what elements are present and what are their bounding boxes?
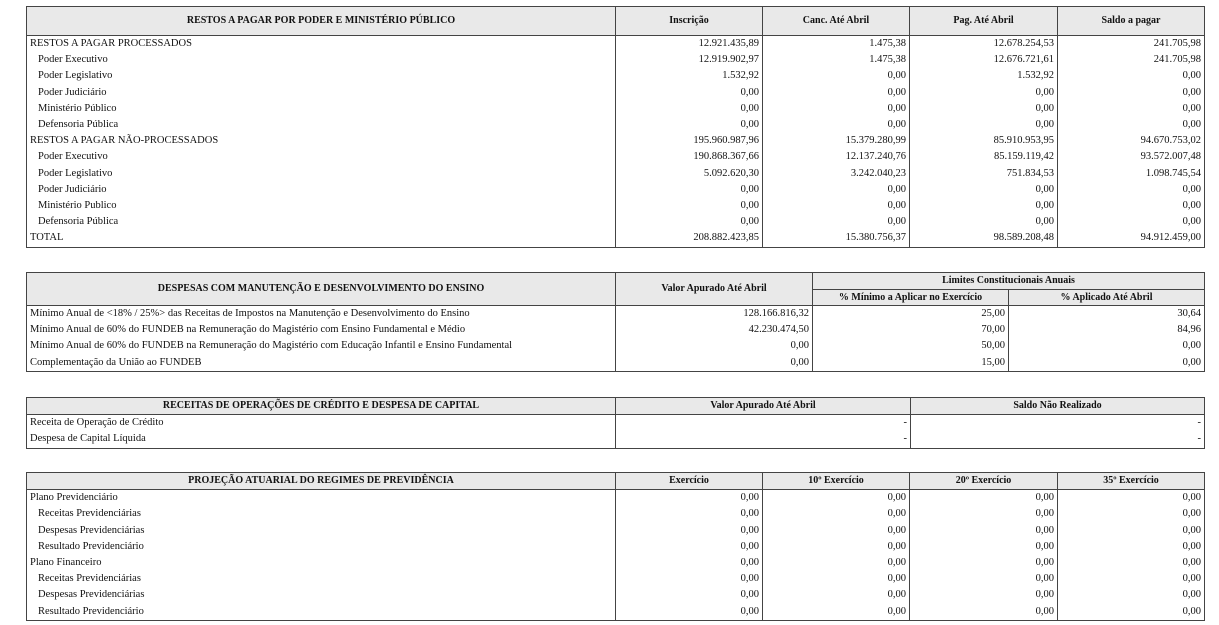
cell-value: 93.572.007,48 — [1058, 149, 1205, 165]
cell-value: 0,00 — [616, 101, 763, 117]
cell-value: 12.921.435,89 — [616, 36, 763, 53]
cell-value: 0,00 — [910, 182, 1058, 198]
credito-body — [27, 415, 1205, 448]
cell-value: 12.678.254,53 — [910, 36, 1058, 53]
cell-value: 0,00 — [616, 506, 763, 522]
cell-value: - — [911, 431, 1205, 448]
cell-value: 30,64 — [1009, 306, 1205, 323]
row-label: Poder Legislativo — [27, 68, 616, 84]
cell-value: 0,00 — [616, 604, 763, 621]
row-label: Resultado Previdenciário — [27, 539, 616, 555]
cell-value: 1.532,92 — [910, 68, 1058, 84]
cell-value: 0,00 — [910, 506, 1058, 522]
credito-header-row — [27, 398, 1205, 415]
cell-value: 0,00 — [1058, 604, 1205, 621]
previdencia-header-title: PROJEÇÃO ATUARIAL DO REGIMES DE PREVIDÊNCIA — [27, 473, 616, 490]
table-row — [27, 431, 1205, 448]
table-row — [27, 85, 1205, 101]
row-label: Despesas Previdenciárias — [27, 523, 616, 539]
row-label: Poder Executivo — [27, 149, 616, 165]
restos-header-pag: Pag. Até Abril — [910, 7, 1058, 36]
cell-value: 241.705,98 — [1058, 36, 1205, 53]
cell-value: 0,00 — [763, 539, 910, 555]
table-row — [27, 68, 1205, 84]
restos-header-title: RESTOS A PAGAR POR PODER E MINISTÉRIO PÚBLICO — [27, 7, 616, 36]
table-row — [27, 166, 1205, 182]
row-label: Complementação da União ao FUNDEB — [27, 355, 616, 372]
cell-value: 0,00 — [616, 214, 763, 230]
cell-value: 0,00 — [763, 182, 910, 198]
cell-value: 0,00 — [763, 101, 910, 117]
cell-value: 0,00 — [1058, 490, 1205, 507]
cell-value: 0,00 — [616, 198, 763, 214]
cell-value: 15,00 — [813, 355, 1009, 372]
table-row — [27, 133, 1205, 149]
cell-value: 195.960.987,96 — [616, 133, 763, 149]
row-label: Receita de Operação de Crédito — [27, 415, 616, 432]
ensino-header-aplicado: % Aplicado Até Abril — [1009, 289, 1205, 306]
cell-value: 0,00 — [763, 604, 910, 621]
cell-value: 1.532,92 — [616, 68, 763, 84]
cell-value: 1.475,38 — [763, 36, 910, 53]
cell-value: 0,00 — [1058, 571, 1205, 587]
cell-value: 128.166.816,32 — [616, 306, 813, 323]
cell-value: 0,00 — [763, 571, 910, 587]
credito-header-title: RECEITAS DE OPERAÇÕES DE CRÉDITO E DESPESA DE CAPITAL — [27, 398, 616, 415]
cell-value: - — [616, 431, 911, 448]
cell-value: 751.834,53 — [910, 166, 1058, 182]
restos-header-row — [27, 7, 1205, 36]
cell-value: 0,00 — [1058, 68, 1205, 84]
cell-value: 241.705,98 — [1058, 52, 1205, 68]
ensino-table — [26, 272, 1205, 372]
cell-value: 12.676.721,61 — [910, 52, 1058, 68]
table-row — [27, 198, 1205, 214]
cell-value: 1.098.745,54 — [1058, 166, 1205, 182]
cell-value: 85.159.119,42 — [910, 149, 1058, 165]
cell-value: 0,00 — [616, 539, 763, 555]
cell-value: 0,00 — [616, 85, 763, 101]
cell-value: 0,00 — [1009, 338, 1205, 354]
cell-value: 0,00 — [1058, 214, 1205, 230]
cell-value: 0,00 — [910, 571, 1058, 587]
table-row — [27, 182, 1205, 198]
cell-value: 70,00 — [813, 322, 1009, 338]
row-label: TOTAL — [27, 230, 616, 247]
table-row — [27, 506, 1205, 522]
cell-value: 0,00 — [763, 555, 910, 571]
cell-value: 0,00 — [1058, 555, 1205, 571]
cell-value: 12.919.902,97 — [616, 52, 763, 68]
cell-value: 1.475,38 — [763, 52, 910, 68]
table-row — [27, 604, 1205, 621]
cell-value: - — [616, 415, 911, 432]
table-row — [27, 415, 1205, 432]
cell-value: 0,00 — [910, 214, 1058, 230]
row-label: Resultado Previdenciário — [27, 604, 616, 621]
cell-value: 3.242.040,23 — [763, 166, 910, 182]
cell-value: 0,00 — [763, 214, 910, 230]
ensino-header-limites: Limites Constitucionais Anuais — [813, 273, 1205, 290]
cell-value: - — [911, 415, 1205, 432]
row-label: Ministério Publico — [27, 198, 616, 214]
cell-value: 0,00 — [763, 85, 910, 101]
cell-value: 0,00 — [910, 523, 1058, 539]
cell-value: 84,96 — [1009, 322, 1205, 338]
row-label: Poder Judiciário — [27, 85, 616, 101]
cell-value: 15.379.280,99 — [763, 133, 910, 149]
cell-value: 0,00 — [910, 198, 1058, 214]
cell-value: 0,00 — [910, 604, 1058, 621]
cell-value: 0,00 — [1058, 587, 1205, 603]
restos-header-saldo: Saldo a pagar — [1058, 7, 1205, 36]
cell-value: 0,00 — [910, 555, 1058, 571]
cell-value: 85.910.953,95 — [910, 133, 1058, 149]
cell-value: 5.092.620,30 — [616, 166, 763, 182]
row-label: Poder Judiciário — [27, 182, 616, 198]
table-row — [27, 338, 1205, 354]
cell-value: 0,00 — [763, 506, 910, 522]
table-row — [27, 52, 1205, 68]
previdencia-table — [26, 472, 1205, 621]
table-row — [27, 571, 1205, 587]
cell-value: 0,00 — [763, 523, 910, 539]
cell-value: 94.912.459,00 — [1058, 230, 1205, 247]
row-label: Poder Executivo — [27, 52, 616, 68]
table-row — [27, 306, 1205, 323]
cell-value: 0,00 — [616, 490, 763, 507]
cell-value: 0,00 — [1009, 355, 1205, 372]
credito-table — [26, 397, 1205, 449]
cell-value: 0,00 — [1058, 117, 1205, 133]
cell-value: 12.137.240,76 — [763, 149, 910, 165]
cell-value: 0,00 — [616, 555, 763, 571]
restos-header-canc: Canc. Até Abril — [763, 7, 910, 36]
cell-value: 0,00 — [763, 117, 910, 133]
cell-value: 0,00 — [910, 101, 1058, 117]
cell-value: 0,00 — [616, 523, 763, 539]
cell-value: 0,00 — [1058, 182, 1205, 198]
cell-value: 0,00 — [616, 571, 763, 587]
ensino-header-valor: Valor Apurado Até Abril — [616, 273, 813, 306]
cell-value: 0,00 — [763, 490, 910, 507]
row-label: Receitas Previdenciárias — [27, 506, 616, 522]
cell-value: 0,00 — [1058, 523, 1205, 539]
row-label: Poder Legislativo — [27, 166, 616, 182]
cell-value: 0,00 — [1058, 85, 1205, 101]
cell-value: 0,00 — [910, 539, 1058, 555]
row-label: Despesas Previdenciárias — [27, 587, 616, 603]
row-label: Defensoria Pública — [27, 117, 616, 133]
cell-value: 42.230.474,50 — [616, 322, 813, 338]
credito-header-saldo: Saldo Não Realizado — [911, 398, 1205, 415]
cell-value: 0,00 — [910, 85, 1058, 101]
cell-value: 50,00 — [813, 338, 1009, 354]
cell-value: 190.868.367,66 — [616, 149, 763, 165]
table-row — [27, 322, 1205, 338]
table-row — [27, 539, 1205, 555]
cell-value: 0,00 — [1058, 506, 1205, 522]
cell-value: 15.380.756,37 — [763, 230, 910, 247]
cell-value: 0,00 — [1058, 539, 1205, 555]
table-row — [27, 117, 1205, 133]
cell-value: 0,00 — [763, 587, 910, 603]
credito-header-valor: Valor Apurado Até Abril — [616, 398, 911, 415]
cell-value: 0,00 — [1058, 198, 1205, 214]
row-label: RESTOS A PAGAR PROCESSADOS — [27, 36, 616, 53]
row-label: Mínimo Anual de 60% do FUNDEB na Remuneração do Magistério com Ensino Fundamental e Médio — [27, 322, 616, 338]
table-row — [27, 230, 1205, 247]
table-row — [27, 490, 1205, 507]
cell-value: 0,00 — [763, 68, 910, 84]
table-row — [27, 149, 1205, 165]
cell-value: 0,00 — [910, 490, 1058, 507]
row-label: Defensoria Pública — [27, 214, 616, 230]
ensino-header-row-1 — [27, 273, 1205, 290]
cell-value: 0,00 — [616, 338, 813, 354]
previdencia-header-row — [27, 473, 1205, 490]
ensino-header-minimo: % Mínimo a Aplicar no Exercício — [813, 289, 1009, 306]
cell-value: 0,00 — [1058, 101, 1205, 117]
ensino-body — [27, 306, 1205, 372]
table-row — [27, 523, 1205, 539]
cell-value: 94.670.753,02 — [1058, 133, 1205, 149]
previdencia-header-exercicio: Exercício — [616, 473, 763, 490]
table-row — [27, 555, 1205, 571]
ensino-header-title: DESPESAS COM MANUTENÇÃO E DESENVOLVIMENTO DO ENSINO — [27, 273, 616, 306]
previdencia-header-20: 20º Exercício — [910, 473, 1058, 490]
cell-value: 208.882.423,85 — [616, 230, 763, 247]
cell-value: 0,00 — [616, 355, 813, 372]
table-row — [27, 214, 1205, 230]
row-label: Receitas Previdenciárias — [27, 571, 616, 587]
row-label: Mínimo Anual de <18% / 25%> das Receitas de Impostos na Manutenção e Desenvolvimento do Ensino — [27, 306, 616, 323]
row-label: Ministério Público — [27, 101, 616, 117]
previdencia-header-10: 10º Exercício — [763, 473, 910, 490]
cell-value: 0,00 — [763, 198, 910, 214]
row-label: RESTOS A PAGAR NÃO-PROCESSADOS — [27, 133, 616, 149]
row-label: Plano Financeiro — [27, 555, 616, 571]
cell-value: 0,00 — [616, 117, 763, 133]
table-row — [27, 101, 1205, 117]
table-row — [27, 587, 1205, 603]
cell-value: 0,00 — [616, 587, 763, 603]
cell-value: 25,00 — [813, 306, 1009, 323]
cell-value: 98.589.208,48 — [910, 230, 1058, 247]
previdencia-header-35: 35º Exercício — [1058, 473, 1205, 490]
previdencia-body — [27, 490, 1205, 621]
row-label: Plano Previdenciário — [27, 490, 616, 507]
restos-header-inscricao: Inscrição — [616, 7, 763, 36]
row-label: Despesa de Capital Líquida — [27, 431, 616, 448]
restos-body — [27, 36, 1205, 248]
cell-value: 0,00 — [616, 182, 763, 198]
table-row — [27, 36, 1205, 53]
cell-value: 0,00 — [910, 587, 1058, 603]
restos-a-pagar-table — [26, 6, 1205, 248]
table-row — [27, 355, 1205, 372]
row-label: Mínimo Anual de 60% do FUNDEB na Remuneração do Magistério com Educação Infantil e Ensino Fundamental — [27, 338, 616, 354]
cell-value: 0,00 — [910, 117, 1058, 133]
